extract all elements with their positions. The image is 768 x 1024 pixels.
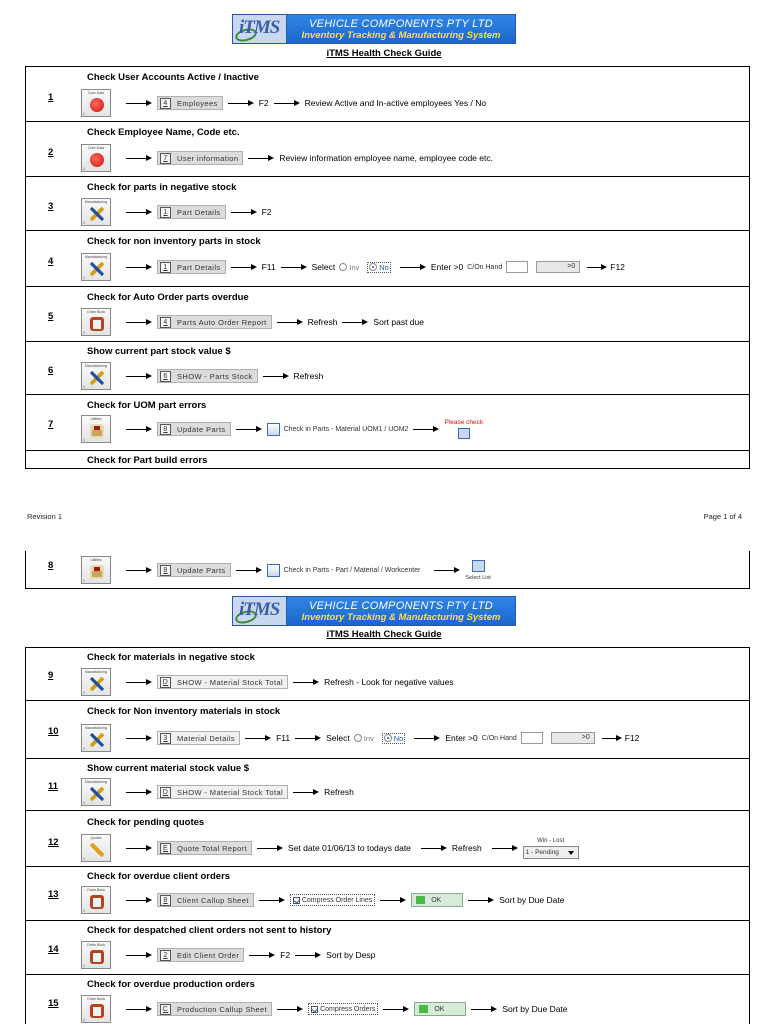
manufacturing-module-button[interactable]: Manufacturing 1 <box>81 724 111 752</box>
arrow-icon <box>587 263 607 272</box>
arrow-icon <box>259 896 285 905</box>
arrow-icon <box>249 951 275 960</box>
check-row-12 <box>26 811 749 867</box>
step-text: Refresh <box>451 843 482 853</box>
check-title: Check for overdue production orders <box>87 979 255 990</box>
check-number: 2 <box>48 147 54 158</box>
part-details-button[interactable]: 1 Part Details <box>157 260 226 274</box>
page-number: Page 1 of 4 <box>703 512 742 521</box>
arrow-icon <box>126 951 152 960</box>
header-banner <box>232 14 516 44</box>
order-book-module-button[interactable]: Order Book 1 <box>81 941 111 969</box>
step-text: Review information employee name, employee code etc. <box>279 153 493 163</box>
header-banner <box>232 596 516 626</box>
check-row-6 <box>26 342 749 395</box>
order-book-module-button[interactable]: Order Book 1 <box>81 995 111 1023</box>
arrow-icon <box>257 844 283 853</box>
step-text: F11 <box>276 733 291 743</box>
step-text: Refresh <box>307 317 338 327</box>
arrow-icon <box>434 566 460 575</box>
check-number: 5 <box>48 311 54 322</box>
client-callup-sheet-button[interactable]: 8 Client Callup Sheet <box>157 893 254 907</box>
check-row-5 <box>26 287 749 342</box>
arrow-icon <box>126 1005 152 1014</box>
check-row-11 <box>26 759 749 811</box>
arrow-icon <box>236 425 262 434</box>
check-row-partial <box>26 451 749 469</box>
arrow-icon <box>126 425 152 434</box>
check-number: 4 <box>48 256 54 267</box>
arrow-icon <box>293 788 319 797</box>
arrow-icon <box>414 734 440 743</box>
check-title: Check for Part build errors <box>87 455 208 466</box>
manufacturing-module-button[interactable]: Manufacturing 1 <box>81 253 111 281</box>
arrow-icon <box>231 263 257 272</box>
arrow-icon <box>126 678 152 687</box>
step-text: F11 <box>261 262 276 272</box>
system-name: Inventory Tracking & Manufacturing System <box>301 29 501 41</box>
arrow-icon <box>274 99 300 108</box>
check-row-13 <box>26 867 749 921</box>
manufacturing-module-button[interactable]: Manufacturing 1 <box>81 668 111 696</box>
check-number: 10 <box>48 726 59 737</box>
step-text: F12 <box>624 733 640 743</box>
show-material-stock-total-button[interactable]: D SHOW - Material Stock Total <box>157 785 288 799</box>
step-text: Check in Parts - Material UOM1 / UOM2 <box>283 425 409 433</box>
quotes-module-button[interactable]: Quotes 1 <box>81 834 111 862</box>
edit-client-order-button[interactable]: 2 Edit Client Order <box>157 948 244 962</box>
show-parts-stock-button[interactable]: 6 SHOW - Parts Stock <box>157 369 258 383</box>
check-number: 1 <box>48 92 54 103</box>
order-book-module-button[interactable]: Order Book 1 <box>81 308 111 336</box>
tools-icon <box>90 262 104 276</box>
tools-icon <box>90 371 104 385</box>
arrow-icon <box>421 844 447 853</box>
checklist-box-1 <box>25 66 750 469</box>
arrow-icon <box>380 896 406 905</box>
check-row-7 <box>26 395 749 451</box>
step-text: Refresh - Look for negative values <box>324 677 454 687</box>
arrow-icon <box>126 372 152 381</box>
check-row-2 <box>26 122 749 177</box>
update-parts-button[interactable]: 8 Update Parts <box>157 422 231 436</box>
arrow-icon <box>293 678 319 687</box>
arrow-icon <box>126 734 152 743</box>
step-text: F2 <box>258 98 269 108</box>
step-text: Sort by Due Date <box>502 1004 568 1014</box>
guide-title: iTMS Health Check Guide <box>326 48 442 59</box>
arrow-icon <box>468 896 494 905</box>
step-text: Enter >0 <box>430 262 464 272</box>
step-text: F2 <box>280 950 291 960</box>
check-title: Check for despatched client orders not sent to history <box>87 925 332 936</box>
step-text: Check in Parts - Part / Material / Workcenter <box>283 566 421 574</box>
utilities-module-button[interactable]: Utilities 1 <box>81 415 111 443</box>
check-document-icon[interactable] <box>267 564 280 577</box>
core-data-module-button[interactable]: Core Data 1 <box>81 144 111 172</box>
check-row-3 <box>26 177 749 231</box>
on-hand-field[interactable] <box>521 732 543 744</box>
update-parts-button[interactable]: 8 Update Parts <box>157 563 231 577</box>
system-name: Inventory Tracking & Manufacturing System <box>301 611 501 623</box>
check-document-icon[interactable] <box>267 423 280 436</box>
greater-than-field[interactable]: >0 <box>536 261 580 273</box>
on-hand-label: C/On Hand <box>467 263 503 271</box>
manufacturing-module-button[interactable]: Manufacturing 1 <box>81 362 111 390</box>
step-text: Enter >0 <box>445 733 478 743</box>
check-number: 11 <box>48 781 59 792</box>
select-list-icon <box>472 560 485 572</box>
core-data-module-button[interactable]: Core Data 1 <box>81 89 111 117</box>
check-title: Check for Non inventory materials in stock <box>87 706 281 717</box>
checklist-box-3 <box>25 647 750 1024</box>
tools-icon <box>90 207 104 221</box>
step-text: F2 <box>261 207 272 217</box>
check-number: 7 <box>48 419 54 430</box>
check-title: Check for materials in negative stock <box>87 652 255 663</box>
order-book-icon <box>90 895 104 909</box>
arrow-icon <box>295 734 321 743</box>
pencil-icon <box>90 843 104 857</box>
company-name: VEHICLE COMPONENTS PTY LTD <box>308 17 494 30</box>
arrow-icon <box>383 1005 409 1014</box>
inv-radio[interactable]: Inv <box>339 263 359 272</box>
check-number: 9 <box>48 670 54 681</box>
compress-order-lines-checkbox[interactable]: Compress Order Lines <box>290 894 375 906</box>
arrow-icon <box>126 566 152 575</box>
select-list-button[interactable]: Select List <box>465 560 490 581</box>
check-number: 8 <box>48 560 54 571</box>
check-row-8 <box>26 551 749 589</box>
arrow-icon <box>342 318 368 327</box>
arrow-icon <box>471 1005 497 1014</box>
arrow-icon <box>236 566 262 575</box>
arrow-icon <box>126 844 152 853</box>
arrow-icon <box>277 1005 303 1014</box>
order-book-icon <box>90 317 104 331</box>
utilities-module-button[interactable]: Utilities 1 <box>81 556 111 584</box>
part-details-button[interactable]: 1 Part Details <box>157 205 226 219</box>
tools-icon <box>90 787 104 801</box>
arrow-icon <box>413 425 439 434</box>
arrow-icon <box>277 318 303 327</box>
win-lost-dropdown[interactable]: Win - Lost 1 - Pending <box>523 838 579 859</box>
check-number: 12 <box>48 837 59 848</box>
check-row-15 <box>26 975 749 1024</box>
arrow-icon <box>492 844 518 853</box>
check-title: Check Employee Name, Code etc. <box>87 127 240 138</box>
step-text: Select <box>311 262 336 272</box>
step-text: Refresh <box>293 371 324 381</box>
check-row-14 <box>26 921 749 975</box>
check-number: 15 <box>48 998 59 1009</box>
company-name: VEHICLE COMPONENTS PTY LTD <box>308 599 494 612</box>
check-row-4 <box>26 231 749 287</box>
compress-orders-checkbox[interactable]: Compress Orders <box>308 1003 378 1015</box>
ok-button[interactable]: OK <box>411 893 463 907</box>
check-title: Check for Auto Order parts overdue <box>87 292 249 303</box>
no-radio[interactable]: No <box>382 733 406 744</box>
manufacturing-module-button[interactable]: Manufacturing 1 <box>81 778 111 806</box>
quote-total-report-button[interactable]: E Quote Total Report <box>157 841 252 855</box>
itms-logo: iTMS <box>233 15 287 43</box>
check-number: 3 <box>48 201 54 212</box>
check-title: Check User Accounts Active / Inactive <box>87 72 259 83</box>
on-hand-label: C/On Hand <box>481 734 517 742</box>
order-book-module-button[interactable]: Order Book 1 <box>81 886 111 914</box>
check-number: 14 <box>48 944 59 955</box>
step-text: F12 <box>610 262 625 272</box>
arrow-icon <box>126 263 152 272</box>
apple-icon <box>90 98 104 112</box>
arrow-icon <box>126 788 152 797</box>
check-number: 6 <box>48 365 54 376</box>
inv-radio[interactable]: Inv <box>354 734 374 743</box>
arrow-icon <box>126 154 152 163</box>
step-text: Sort past due <box>373 317 424 327</box>
guide-title: iTMS Health Check Guide <box>326 629 442 640</box>
order-book-icon <box>90 950 104 964</box>
parts-auto-order-report-button[interactable]: 4 Parts Auto Order Report <box>157 315 272 329</box>
check-title: Check for pending quotes <box>87 817 205 828</box>
check-title: Check for overdue client orders <box>87 871 231 882</box>
arrow-icon <box>245 734 271 743</box>
check-title: Show current part stock value $ <box>87 346 231 357</box>
apple-icon <box>90 153 104 167</box>
arrow-icon <box>126 99 152 108</box>
arrow-icon <box>228 99 254 108</box>
no-radio[interactable]: No <box>367 262 391 273</box>
material-details-button[interactable]: 3 Material Details <box>157 731 240 745</box>
user-information-button[interactable]: 7 User information <box>157 151 243 165</box>
check-row-10 <box>26 701 749 759</box>
step-text: Sort by Due Date <box>499 895 565 905</box>
refresh-icon[interactable] <box>458 428 470 439</box>
check-number: 13 <box>48 889 59 900</box>
step-text: Select <box>326 733 350 743</box>
utilities-icon <box>90 424 104 438</box>
arrow-icon <box>295 951 321 960</box>
check-title: Show current material stock value $ <box>87 763 250 774</box>
check-title: Check for UOM part errors <box>87 400 207 411</box>
on-hand-field[interactable] <box>506 261 528 273</box>
arrow-icon <box>126 318 152 327</box>
tools-icon <box>90 677 104 691</box>
arrow-icon <box>400 263 426 272</box>
revision-label: Revision 1 <box>27 512 63 521</box>
arrow-icon <box>281 263 307 272</box>
checklist-box-2 <box>25 551 750 589</box>
production-callup-sheet-button[interactable]: C Production Callup Sheet <box>157 1002 272 1016</box>
show-material-stock-total-button[interactable]: D SHOW - Material Stock Total <box>157 675 288 689</box>
greater-than-field[interactable]: >0 <box>551 732 595 744</box>
itms-logo: iTMS <box>233 597 287 625</box>
step-text: Review Active and In-active employees Yes / No <box>304 98 487 108</box>
please-check-note: Please check <box>444 419 483 439</box>
arrow-icon <box>248 154 274 163</box>
check-title: Check for parts in negative stock <box>87 182 237 193</box>
arrow-icon <box>231 208 257 217</box>
check-title: Check for non inventory parts in stock <box>87 236 261 247</box>
tools-icon <box>90 733 104 747</box>
ok-button[interactable]: OK <box>414 1002 466 1016</box>
order-book-icon <box>90 1004 104 1018</box>
employees-button[interactable]: 4 Employees <box>157 96 223 110</box>
arrow-icon <box>602 734 622 743</box>
utilities-icon <box>90 565 104 579</box>
arrow-icon <box>126 896 152 905</box>
arrow-icon <box>126 208 152 217</box>
step-text: Set date 01/06/13 to todays date <box>288 843 411 853</box>
arrow-icon <box>263 372 289 381</box>
check-row-1 <box>26 67 749 122</box>
manufacturing-module-button[interactable]: Manufacturing 1 <box>81 198 111 226</box>
step-text: Refresh <box>324 787 354 797</box>
step-text: Sort by Desp <box>326 950 376 960</box>
check-row-9 <box>26 648 749 701</box>
